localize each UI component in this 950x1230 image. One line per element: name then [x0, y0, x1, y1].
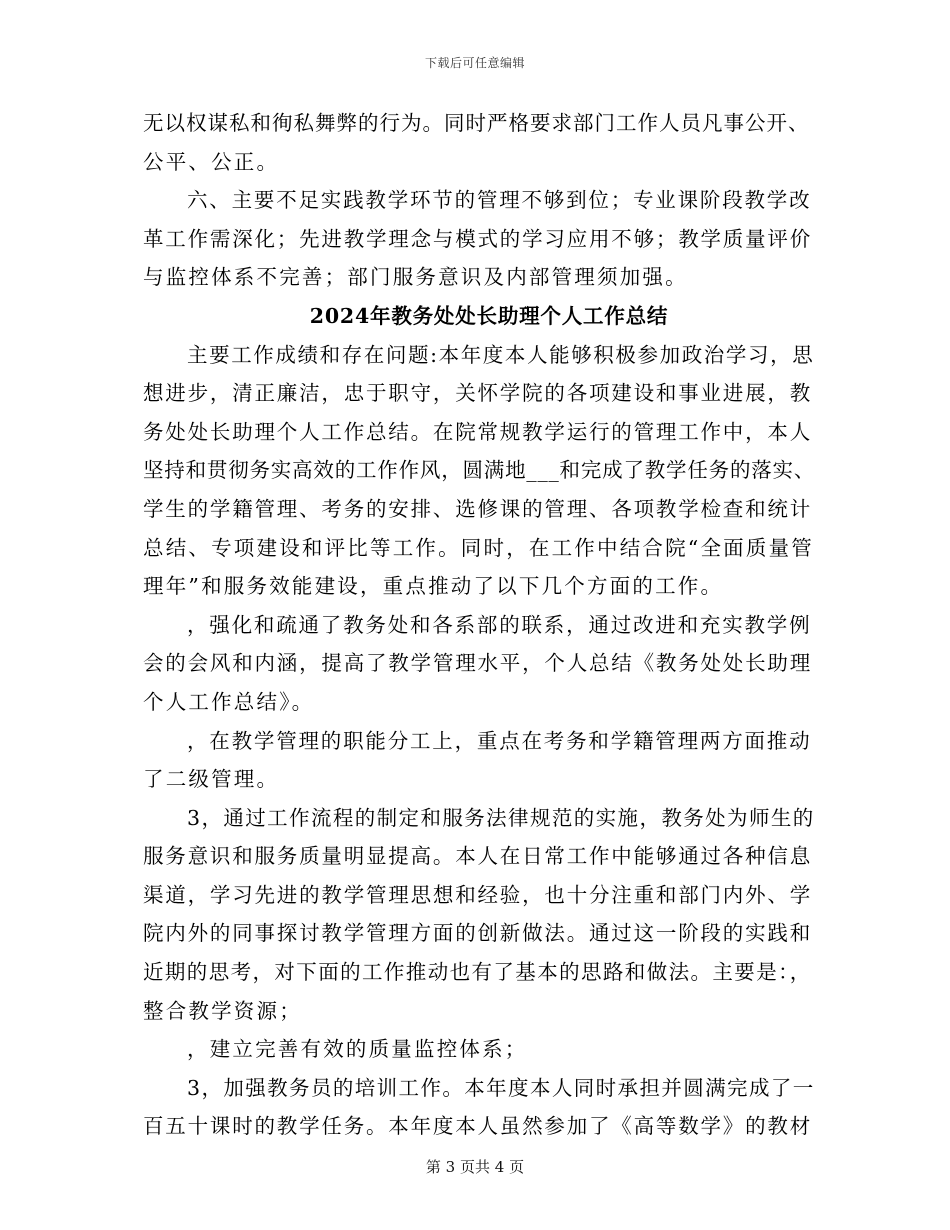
text-line: 与监控体系不完善；部门服务意识及内部管理须加强。 — [143, 265, 688, 290]
text-line: ，在教学管理的职能分工上，重点在考务和学籍管理两方面推动 — [187, 728, 812, 753]
text-line: 了二级管理。 — [143, 767, 280, 792]
text-line: 务处处长助理个人工作总结。在院常规教学运行的管理工作中，本人 — [143, 419, 812, 444]
text-line: 3，通过工作流程的制定和服务法律规范的实施，教务处为师生的 — [187, 805, 815, 830]
text-line: ，建立完善有效的质量监控体系； — [187, 1037, 528, 1062]
section-title: 2024年教务处处长助理个人工作总结 — [309, 303, 669, 328]
text-line: 服务意识和服务质量明显提高。本人在日常工作中能够通过各种信息 — [143, 844, 812, 869]
text-line: 整合教学资源； — [143, 998, 302, 1023]
text-line: ，强化和疏通了教务处和各系部的联系，通过改进和充实教学例 — [187, 612, 812, 637]
text-line: 百五十课时的教学任务。本年度本人虽然参加了《高等数学》的教材 — [143, 1114, 812, 1139]
text-line: 个人工作总结》。 — [143, 689, 315, 714]
text-line: 会的会风和内涵，提高了教学管理水平，个人总结《教务处处长助理 — [143, 651, 812, 676]
text-line: 近期的思考，对下面的工作推动也有了基本的思路和做法。主要是：， — [143, 960, 812, 985]
text-line: 渠道，学习先进的教学管理思想和经验，也十分注重和部门内外、学 — [143, 882, 812, 907]
document-body — [143, 104, 815, 1146]
text-line: 想进步，清正廉洁，忠于职守，关怀学院的各项建设和事业进展，教 — [143, 381, 812, 406]
text-line: 六、主要不足实践教学环节的管理不够到位；专业课阶段教学改 — [187, 188, 812, 213]
text-line: 革工作需深化；先进教学理念与模式的学习应用不够；教学质量评价 — [143, 226, 812, 251]
page-header: 下载后可任意编辑 — [424, 56, 525, 70]
text-line: 学生的学籍管理、考务的安排、选修课的管理、各项教学检查和统计 — [143, 496, 812, 521]
text-line: 3，加强教务员的培训工作。本年度本人同时承担并圆满完成了一 — [187, 1075, 815, 1100]
text-line: 公平、公正。 — [143, 149, 280, 174]
text-line: 主要工作成绩和存在问题:本年度本人能够积极参加政治学习，思 — [187, 342, 815, 367]
text-line: 院内外的同事探讨教学管理方面的创新做法。通过这一阶段的实践和 — [143, 921, 812, 946]
text-line: 无以权谋私和徇私舞弊的行为。同时严格要求部门工作人员凡事公开、 — [143, 111, 810, 135]
text-line: 坚持和贯彻务实高效的工作作风，圆满地___和完成了教学任务的落实、 — [143, 458, 816, 483]
text-line: 理年”和服务效能建设，重点推动了以下几个方面的工作。 — [143, 574, 724, 599]
page-footer: 第 3 页共 4 页 — [425, 1158, 525, 1176]
text-line: 总结、专项建设和评比等工作。同时，在工作中结合院“全面质量管 — [143, 535, 814, 560]
